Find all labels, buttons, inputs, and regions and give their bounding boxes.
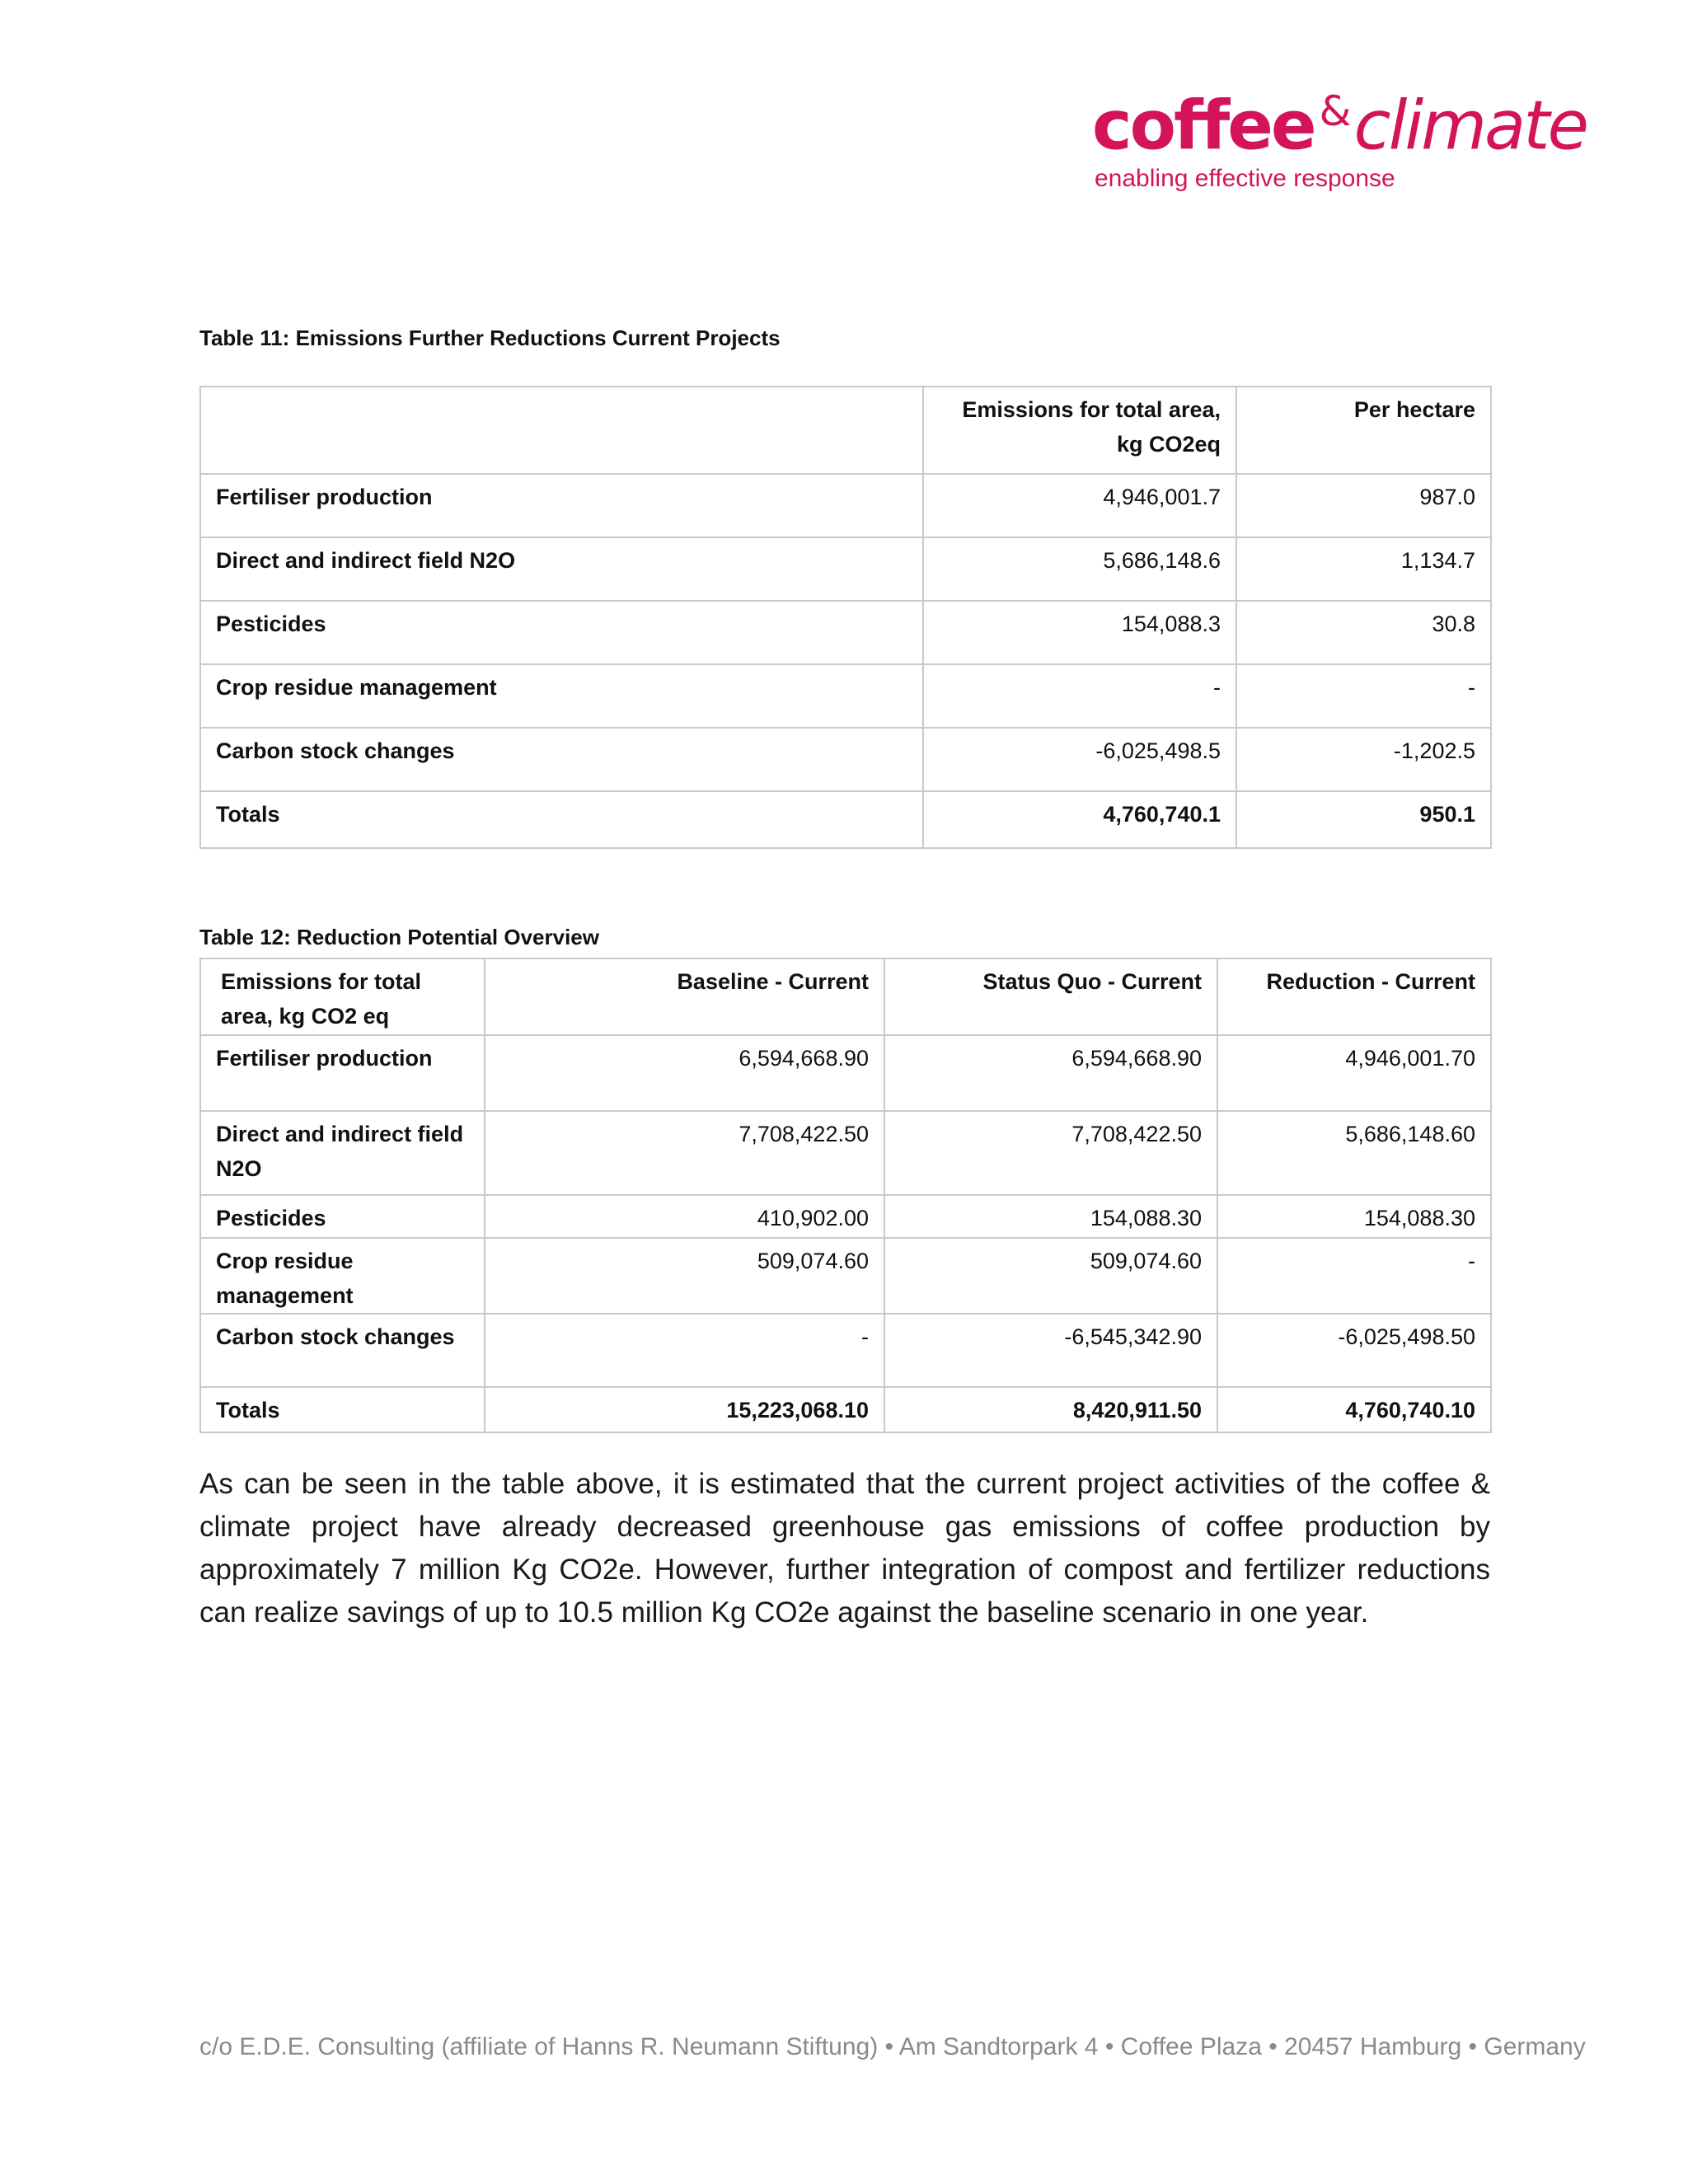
coffee-climate-logo [1092, 87, 1587, 198]
table-row [200, 1035, 1491, 1111]
totals-row [200, 1387, 1491, 1432]
table-row [200, 1314, 1491, 1387]
row-label: Direct and indirect field N2O [200, 1111, 485, 1195]
table-row [200, 1111, 1491, 1195]
table-header-cell: Emissions for total area, kg CO2 eq [200, 958, 485, 1035]
reduction-potential-table [199, 958, 1492, 1433]
total-area-value: 154,088.3 [923, 601, 1236, 664]
row-label: Fertiliser production [200, 1035, 485, 1111]
status-quo-value: 7,708,422.50 [884, 1111, 1217, 1195]
table-row [200, 474, 1491, 537]
table-header-cell: Per hectare [1236, 387, 1491, 474]
status-quo-value: -6,545,342.90 [884, 1314, 1217, 1387]
emissions-table [199, 386, 1492, 849]
table-header-cell: Emissions for total area, kg CO2eq [923, 387, 1236, 474]
table-header-cell: Reduction - Current [1217, 958, 1491, 1035]
table-12-caption: Table 12: Reduction Potential Overview [199, 925, 599, 949]
status-quo-value: 8,420,911.50 [884, 1387, 1217, 1432]
total-area-value: - [923, 664, 1236, 728]
per-hectare-value: 987.0 [1236, 474, 1491, 537]
total-area-value: -6,025,498.5 [923, 728, 1236, 791]
status-quo-value: 509,074.60 [884, 1238, 1217, 1314]
status-quo-value: 154,088.30 [884, 1195, 1217, 1238]
per-hectare-value: 950.1 [1236, 791, 1491, 848]
per-hectare-value: -1,202.5 [1236, 728, 1491, 791]
per-hectare-value: 1,134.7 [1236, 537, 1491, 601]
row-label: Carbon stock changes [200, 728, 923, 791]
table-row [200, 1238, 1491, 1314]
per-hectare-value: - [1236, 664, 1491, 728]
logo-tagline: enabling effective response [1095, 165, 1395, 192]
baseline-value: 509,074.60 [485, 1238, 884, 1314]
row-label: Pesticides [200, 1195, 485, 1238]
baseline-value: - [485, 1314, 884, 1387]
totals-row [200, 791, 1491, 848]
row-label: Direct and indirect field N2O [200, 537, 923, 601]
logo-ampersand: & [1319, 87, 1349, 135]
row-label: Totals [200, 791, 923, 848]
row-label: Pesticides [200, 601, 923, 664]
table-row [200, 601, 1491, 664]
table-header-cell [200, 387, 923, 474]
reduction-value: 4,760,740.10 [1217, 1387, 1491, 1432]
table-header-cell: Baseline - Current [485, 958, 884, 1035]
table-row [200, 537, 1491, 601]
total-area-value: 5,686,148.6 [923, 537, 1236, 601]
reduction-value: -6,025,498.50 [1217, 1314, 1491, 1387]
table-header-row [200, 387, 1491, 474]
table-row [200, 664, 1491, 728]
baseline-value: 410,902.00 [485, 1195, 884, 1238]
row-label: Crop residue management [200, 664, 923, 728]
logo-climate: climate [1353, 87, 1587, 166]
reduction-value: - [1217, 1238, 1491, 1314]
row-label: Fertiliser production [200, 474, 923, 537]
logo-wordmark [1092, 87, 1587, 166]
reduction-value: 5,686,148.60 [1217, 1111, 1491, 1195]
baseline-value: 15,223,068.10 [485, 1387, 884, 1432]
table-11-caption: Table 11: Emissions Further Reductions Current Projects [199, 326, 781, 350]
total-area-value: 4,760,740.1 [923, 791, 1236, 848]
status-quo-value: 6,594,668.90 [884, 1035, 1217, 1111]
row-label: Totals [200, 1387, 485, 1432]
logo-coffee: coffee [1092, 87, 1315, 166]
table-row [200, 728, 1491, 791]
per-hectare-value: 30.8 [1236, 601, 1491, 664]
baseline-value: 6,594,668.90 [485, 1035, 884, 1111]
page-footer: c/o E.D.E. Consulting (affiliate of Hanns R. Neumann Stiftung) • Am Sandtorpark 4 • Coffee Plaza • 20457 Hamburg • Germany [199, 2033, 1586, 2060]
row-label: Crop residue management [200, 1238, 485, 1314]
baseline-value: 7,708,422.50 [485, 1111, 884, 1195]
body-paragraph: As can be seen in the table above, it is estimated that the current project activities of the coffee & climate project have already decreased greenhouse gas emissions of coffee production by approximately 7 million Kg CO2e. However, further integration of compost and fertilizer reductions can realize savings of up to 10.5 million Kg CO2e against the baseline scenario in one year. [199, 1468, 1490, 1629]
table-row [200, 1195, 1491, 1238]
table-header-cell: Status Quo - Current [884, 958, 1217, 1035]
total-area-value: 4,946,001.7 [923, 474, 1236, 537]
reduction-value: 4,946,001.70 [1217, 1035, 1491, 1111]
reduction-value: 154,088.30 [1217, 1195, 1491, 1238]
table-header-row [200, 958, 1491, 1035]
row-label: Carbon stock changes [200, 1314, 485, 1387]
